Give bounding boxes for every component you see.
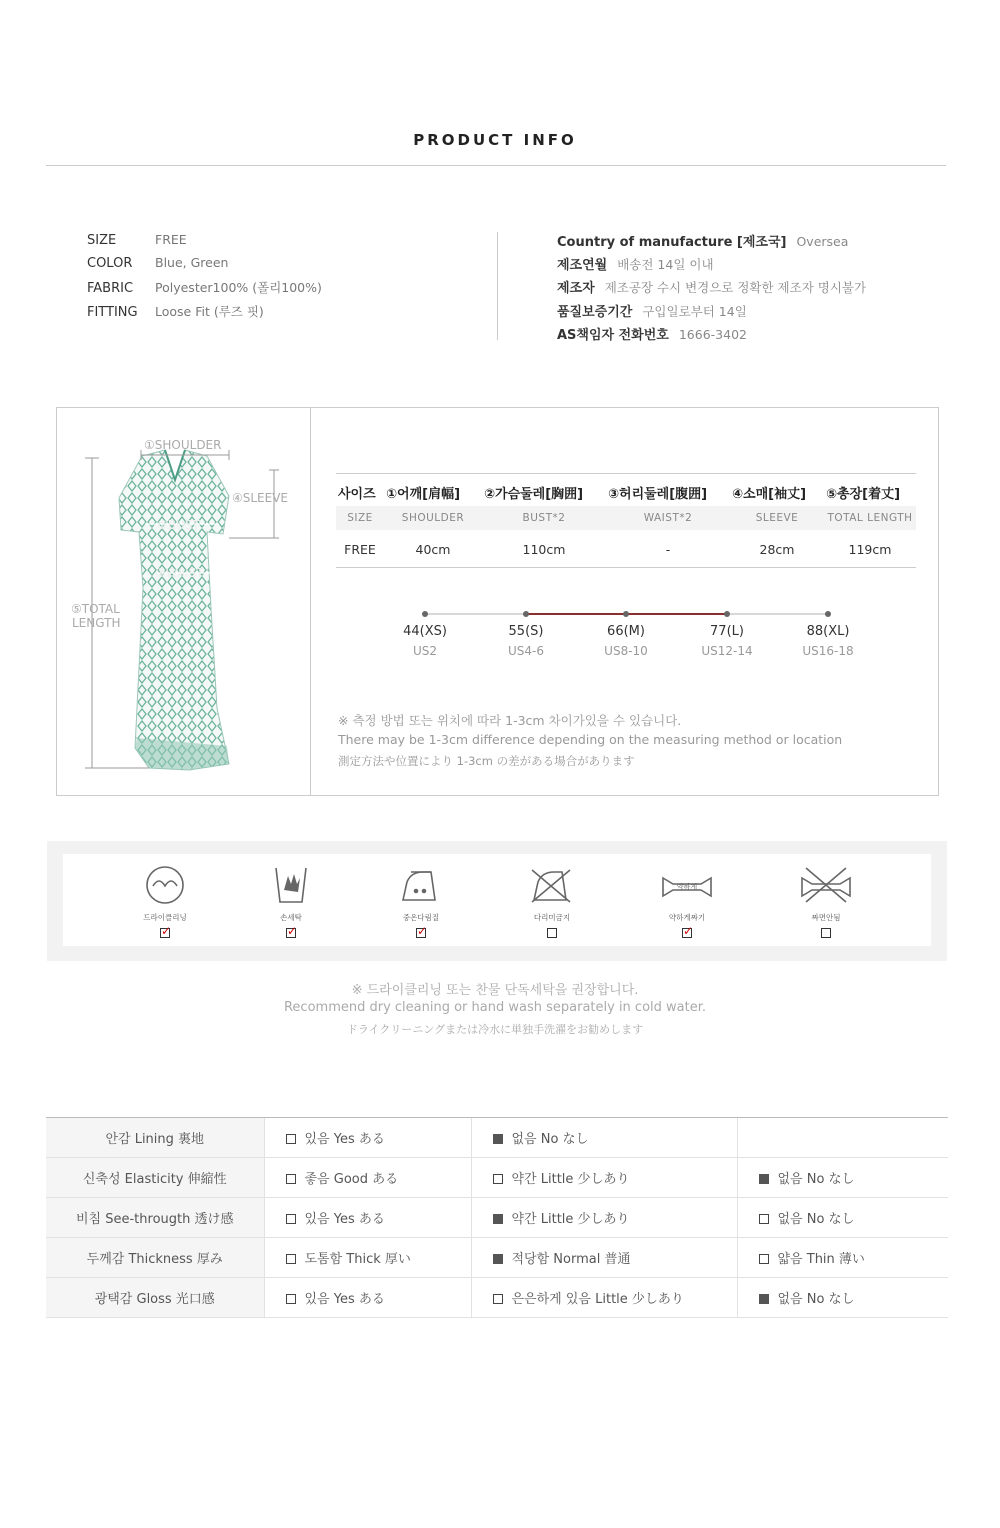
option-checkbox xyxy=(286,1214,296,1224)
option-checkbox xyxy=(493,1294,503,1304)
header-cell: 사이즈 xyxy=(336,474,384,507)
option-cell xyxy=(471,1158,737,1198)
bust-label: ②BUST xyxy=(157,518,200,532)
option-cell xyxy=(264,1158,471,1198)
size-us: US12-14 xyxy=(701,644,753,658)
shoulder-label: ①SHOULDER xyxy=(144,438,222,452)
option-cell xyxy=(264,1278,471,1318)
property-name: 광택감 Gloss 光口感 xyxy=(46,1278,264,1318)
measure-note-jp: 測定方法や位置により 1-3cm の差がある場合があります xyxy=(338,754,635,768)
option-cell xyxy=(737,1198,948,1238)
dry-clean-icon xyxy=(144,864,186,906)
info-value: Polyester100% (폴리100%) xyxy=(155,280,322,295)
option-label: 없음 No なし xyxy=(777,1212,855,1227)
care-item-weak-wring xyxy=(647,864,727,942)
size-us: US16-18 xyxy=(802,644,854,658)
total-length-label-1: ⑤TOTAL xyxy=(71,602,120,616)
option-label: 은은하게 있음 Little 少しあり xyxy=(511,1292,684,1307)
info-key: 제조연월 xyxy=(557,258,608,273)
info-key: FITTING xyxy=(87,305,138,320)
info-value: 배송전 14일 이내 xyxy=(617,257,714,272)
info-row xyxy=(557,231,848,250)
info-key: Country of manufacture [제조국] xyxy=(557,235,787,250)
info-key: FABRIC xyxy=(87,281,134,296)
size-kr: 44(XS) xyxy=(403,624,447,639)
weak-wring-icon xyxy=(659,864,715,906)
option-cell xyxy=(264,1238,471,1278)
care-note-jp: ドライクリーニングまたは冷水に単独手洗濯をお勧めします xyxy=(346,1023,644,1036)
no-wring-icon xyxy=(798,864,854,906)
care-instructions xyxy=(47,841,947,961)
option-checkbox xyxy=(759,1174,769,1184)
option-cell xyxy=(737,1158,948,1198)
header-cell: ①어깨[肩幅] xyxy=(384,474,482,507)
option-label: 좋음 Good ある xyxy=(304,1172,399,1187)
option-checkbox xyxy=(493,1134,503,1144)
care-label: 손세탁 xyxy=(280,913,302,922)
option-checkbox xyxy=(286,1294,296,1304)
option-cell xyxy=(264,1198,471,1238)
option-label: 없음 No なし xyxy=(777,1172,855,1187)
info-row xyxy=(557,301,747,320)
option-cell xyxy=(471,1118,737,1158)
option-label: 있음 Yes ある xyxy=(304,1132,385,1147)
option-checkbox xyxy=(493,1214,503,1224)
table-cell: 119cm xyxy=(824,530,916,568)
info-row xyxy=(557,277,866,296)
option-checkbox xyxy=(493,1174,503,1184)
table-cell: 40cm xyxy=(384,530,482,568)
page-title: PRODUCT INFO xyxy=(413,131,577,149)
care-checkbox xyxy=(416,928,426,938)
info-row xyxy=(87,278,322,296)
info-value: Blue, Green xyxy=(155,255,229,270)
sleeve-label: ④SLEEVE xyxy=(232,491,289,505)
info-value: Loose Fit (루즈 핏) xyxy=(155,304,264,319)
scale-dot xyxy=(623,611,629,617)
option-cell xyxy=(737,1238,948,1278)
option-cell xyxy=(737,1118,948,1158)
svg-text:약하게: 약하게 xyxy=(676,883,698,891)
no-iron-icon xyxy=(528,864,576,906)
option-label: 있음 Yes ある xyxy=(304,1212,385,1227)
care-item-hand-wash xyxy=(251,864,331,942)
care-checkbox xyxy=(821,928,831,938)
table-cell: FREE xyxy=(336,530,384,568)
hand-wash-icon xyxy=(270,864,312,906)
option-checkbox xyxy=(286,1134,296,1144)
option-cell xyxy=(264,1118,471,1158)
care-panel xyxy=(63,854,931,946)
waist-label: ③WAIST xyxy=(155,566,204,580)
size-table-header-en xyxy=(336,506,916,530)
option-checkbox xyxy=(759,1254,769,1264)
info-value: 구입일로부터 14일 xyxy=(642,304,747,319)
care-item-no-iron xyxy=(512,864,592,942)
care-label: 다리미금지 xyxy=(533,913,571,922)
property-name: 안감 Lining 裏地 xyxy=(46,1118,264,1158)
care-label: 드라이클리닝 xyxy=(143,913,187,922)
scale-dot xyxy=(523,611,529,617)
table-cell: 28cm xyxy=(730,530,824,568)
care-note-en: Recommend dry cleaning or hand wash separately in cold water. xyxy=(283,1000,706,1015)
header-cell: ②가슴둘레[胸囲] xyxy=(482,474,606,507)
care-item-dry-clean xyxy=(125,864,205,942)
care-checkbox xyxy=(160,928,170,938)
option-checkbox xyxy=(286,1254,296,1264)
option-label: 없음 No なし xyxy=(511,1132,589,1147)
size-us: US4-6 xyxy=(508,644,544,658)
option-label: 있음 Yes ある xyxy=(304,1292,385,1307)
header-cell: ⑤총장[着丈] xyxy=(824,474,916,507)
option-label: 얇음 Thin 薄い xyxy=(777,1252,865,1267)
size-table-row xyxy=(336,530,916,568)
total-length-label-2: LENGTH xyxy=(72,616,121,630)
scale-dot xyxy=(825,611,831,617)
info-value: 1666-3402 xyxy=(678,327,747,342)
care-checkbox xyxy=(682,928,692,938)
info-key: 제조자 xyxy=(557,281,595,296)
fabric-row xyxy=(46,1278,948,1318)
size-box-divider xyxy=(310,408,311,795)
option-label: 적당함 Normal 普通 xyxy=(511,1252,631,1267)
option-label: 약간 Little 少しあり xyxy=(511,1212,630,1227)
option-checkbox xyxy=(493,1254,503,1264)
care-checkbox xyxy=(286,928,296,938)
measure-note-en: There may be 1-3cm difference depending on the measuring method or location xyxy=(338,732,843,747)
size-scale-line xyxy=(417,604,837,624)
measure-note-kr: ※ 측정 방법 또는 위치에 따라 1-3cm 차이가있을 수 있습니다. xyxy=(338,713,682,728)
info-value: Oversea xyxy=(796,234,849,249)
option-checkbox xyxy=(286,1174,296,1184)
care-label: 짜면안됨 xyxy=(811,913,841,922)
info-value: 제조공장 수시 변경으로 정확한 제조자 명시불가 xyxy=(604,280,867,295)
fabric-row xyxy=(46,1118,948,1158)
size-table-header-kr xyxy=(336,474,916,507)
care-checkbox xyxy=(547,928,557,938)
header-cell: TOTAL LENGTH xyxy=(824,506,916,530)
header-cell: BUST*2 xyxy=(482,506,606,530)
fabric-row xyxy=(46,1198,948,1238)
info-key: 품질보증기간 xyxy=(557,305,633,320)
option-cell xyxy=(737,1278,948,1318)
info-key: SIZE xyxy=(87,233,117,248)
info-value: FREE xyxy=(155,232,187,247)
option-checkbox xyxy=(759,1214,769,1224)
care-label: 중온다림질 xyxy=(402,913,440,922)
care-item-no-wring xyxy=(786,864,866,942)
fabric-row xyxy=(46,1238,948,1278)
title-divider xyxy=(46,165,946,166)
property-name: 두께감 Thickness 厚み xyxy=(46,1238,264,1278)
size-table xyxy=(336,473,916,568)
info-divider xyxy=(497,232,498,340)
header-cell: SLEEVE xyxy=(730,506,824,530)
care-item-iron xyxy=(381,864,461,942)
option-label: 도톰함 Thick 厚い xyxy=(304,1252,411,1267)
header-cell: ③허리둘레[腹囲] xyxy=(606,474,730,507)
scale-dot xyxy=(724,611,730,617)
option-cell xyxy=(471,1198,737,1238)
info-key: COLOR xyxy=(87,256,133,271)
size-kr: 55(S) xyxy=(508,624,544,639)
info-row xyxy=(87,302,264,320)
info-row xyxy=(557,254,714,273)
care-label: 약하게짜기 xyxy=(668,913,706,922)
table-cell: - xyxy=(606,530,730,568)
header-cell: ④소매[袖丈] xyxy=(730,474,824,507)
property-name: 비침 See-througth 透け感 xyxy=(46,1198,264,1238)
option-checkbox xyxy=(759,1294,769,1304)
option-label: 없음 No なし xyxy=(777,1292,855,1307)
care-note-kr: ※ 드라이클리닝 또는 찬물 단독세탁을 권장합니다. xyxy=(351,983,639,998)
info-key: AS책임자 전화번호 xyxy=(557,328,669,343)
header-cell: SHOULDER xyxy=(384,506,482,530)
dress-illustration xyxy=(57,408,310,795)
info-row xyxy=(557,324,747,343)
table-cell: 110cm xyxy=(482,530,606,568)
fabric-properties-table xyxy=(46,1117,948,1318)
size-us: US2 xyxy=(412,644,438,658)
size-us: US8-10 xyxy=(604,644,648,658)
size-kr: 66(M) xyxy=(607,624,645,639)
iron-medium-icon xyxy=(397,864,445,906)
size-kr: 77(L) xyxy=(710,624,744,639)
header-cell: WAIST*2 xyxy=(606,506,730,530)
info-row xyxy=(87,232,187,248)
option-cell xyxy=(471,1238,737,1278)
property-name: 신축성 Elasticity 伸縮性 xyxy=(46,1158,264,1198)
info-row xyxy=(87,255,228,271)
option-cell xyxy=(471,1278,737,1318)
header-cell: SIZE xyxy=(336,506,384,530)
fabric-row xyxy=(46,1158,948,1198)
size-guide-box xyxy=(56,407,939,796)
option-label: 약간 Little 少しあり xyxy=(511,1172,630,1187)
size-kr: 88(XL) xyxy=(806,624,850,639)
scale-dot xyxy=(422,611,428,617)
